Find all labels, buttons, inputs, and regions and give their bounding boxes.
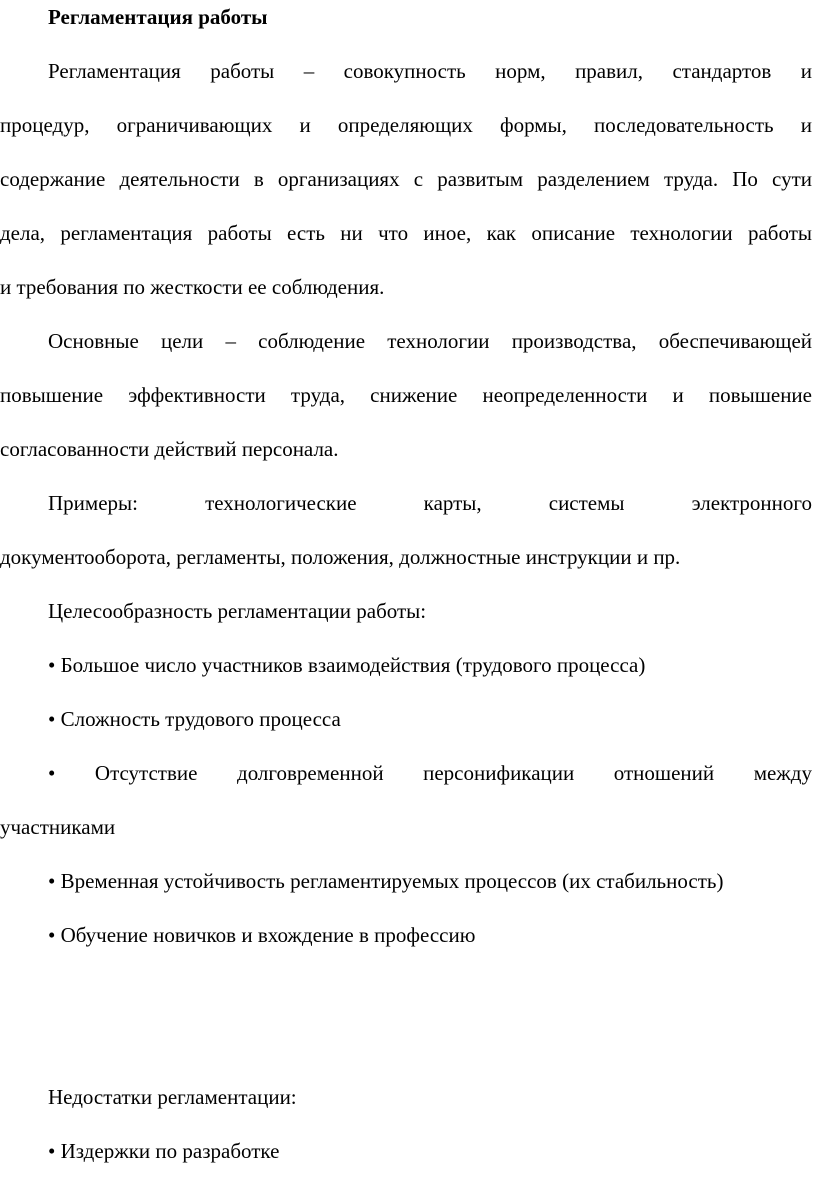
expediency-item: • Сложность трудового процесса (48, 707, 341, 731)
expediency-item: • Большое число участников взаимодействия (трудового процесса) (48, 653, 646, 677)
expediency-item: • Отсутствие долговременной персонификации отношений между (48, 761, 812, 785)
expediency-heading: Целесообразность регламентации работы: (48, 599, 427, 623)
expediency-item-continuation: участниками (0, 815, 116, 839)
drawbacks-item: • Издержки по разработке (48, 1139, 280, 1163)
definition-line-5: и требования по жесткости ее соблюдения. (0, 275, 385, 299)
goals-line-3: согласованности действий персонала. (0, 437, 339, 461)
definition-line-2: процедур, ограничивающих и определяющих формы, последовательность и (0, 113, 812, 137)
definition-line-4: дела, регламентация работы есть ни что иное, как описание технологии работы (0, 221, 812, 245)
expediency-item: • Временная устойчивость регламентируемых процессов (их стабильность) (48, 869, 724, 893)
definition-line-1: Регламентация работы – совокупность норм, правил, стандартов и (48, 59, 812, 83)
goals-line-1: Основные цели – соблюдение технологии производства, обеспечивающей (48, 329, 812, 353)
expediency-item: • Обучение новичков и вхождение в профессию (48, 923, 476, 947)
drawbacks-heading: Недостатки регламентации: (48, 1085, 297, 1109)
examples-line-2: документооборота, регламенты, положения, должностные инструкции и пр. (0, 545, 681, 569)
examples-line-1: Примеры: технологические карты, системы электронного (48, 491, 812, 515)
definition-line-3: содержание деятельности в организациях с развитым разделением труда. По сути (0, 167, 812, 191)
document-title: Регламентация работы (48, 5, 268, 29)
goals-line-2: повышение эффективности труда, снижение неопределенности и повышение (0, 383, 812, 407)
